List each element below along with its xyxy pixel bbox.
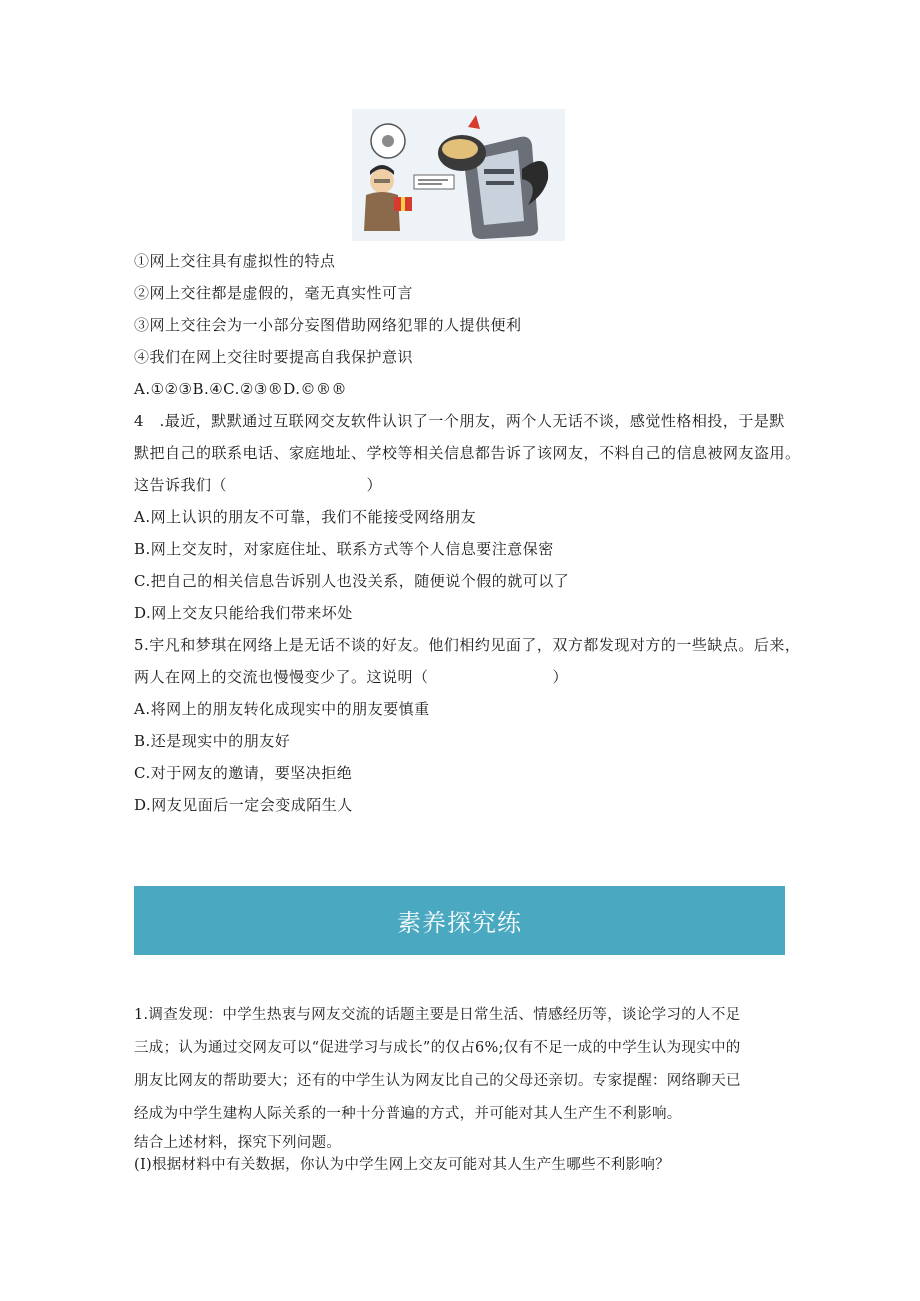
section-title: 素养探究练 <box>397 909 522 937</box>
inquiry-material-line-4: 经成为中学生建构人际关系的一种十分普遍的方式，并可能对其人生产生不利影响。 <box>134 1106 682 1122</box>
q5-option-a: A.将网上的朋友转化成现实中的朋友要慎重 <box>134 700 430 718</box>
inquiry-material-line-1: 1.调查发现：中学生热衷与网友交流的话题主要是日常生活、情感经历等，谈论学习的人不足 <box>134 1007 741 1023</box>
q4-option-d: D.网上交友只能给我们带来坏处 <box>134 604 353 622</box>
q4-option-c: C.把自己的相关信息告诉别人也没关系，随便说个假的就可以了 <box>134 572 570 590</box>
q3-option-2: ②网上交往都是虚假的，毫无真实性可言 <box>134 284 414 302</box>
q3-option-4: ④我们在网上交往时要提高自我保护意识 <box>134 348 414 366</box>
q5-stem-line-1: 5.宇凡和梦琪在网络上是无话不谈的好友。他们相约见面了，双方都发现对方的一些缺点。后来， <box>134 636 801 654</box>
inquiry-material-line-2: 三成；认为通过交网友可以“促进学习与成长”的仅占6%;仅有不足一成的中学生认为现实中的 <box>134 1040 741 1056</box>
q3-option-3: ③网上交往会为一小部分妄图借助网络犯罪的人提供便利 <box>134 316 522 334</box>
section-banner <box>134 886 785 955</box>
q4-option-b: B.网上交友时，对家庭住址、联系方式等个人信息要注意保密 <box>134 540 554 558</box>
q4-option-a: A.网上认识的朋友不可靠，我们不能接受网络朋友 <box>134 508 477 526</box>
q3-answer-choices: A.①②③B.④C.②③®D.©®® <box>134 380 348 398</box>
inquiry-material-line-3: 朋友比网友的帮助要大；还有的中学生认为网友比自己的父母还亲切。专家提醒：网络聊天已 <box>134 1073 741 1089</box>
q5-stem-line-2: 两人在网上的交流也慢慢变少了。这说明（ ） <box>134 668 569 686</box>
inquiry-instruction: 结合上述材料，探究下列问题。 <box>134 1135 342 1151</box>
q5-option-b: B.还是现实中的朋友好 <box>134 732 291 750</box>
inquiry-question-1: (I)根据材料中有关数据，你认为中学生网上交友可能对其人生产生哪些不利影响？ <box>134 1157 670 1173</box>
online-fraud-illustration-icon <box>352 109 565 241</box>
q4-stem-line-2: 默把自己的联系电话、家庭地址、学校等相关信息都告诉了该网友，不料自己的信息被网友盗用。 <box>134 444 801 462</box>
q5-option-c: C.对于网友的邀请，要坚决拒绝 <box>134 764 353 782</box>
q4-stem-line-3: 这告诉我们（ ） <box>134 476 383 494</box>
q4-stem-line-1: 4 .最近，默默通过互联网交友软件认识了一个朋友，两个人无话不谈，感觉性格相投，于是默 <box>134 412 785 430</box>
q3-option-1: ①网上交往具有虚拟性的特点 <box>134 252 336 270</box>
q5-option-d: D.网友见面后一定会变成陌生人 <box>134 796 353 814</box>
